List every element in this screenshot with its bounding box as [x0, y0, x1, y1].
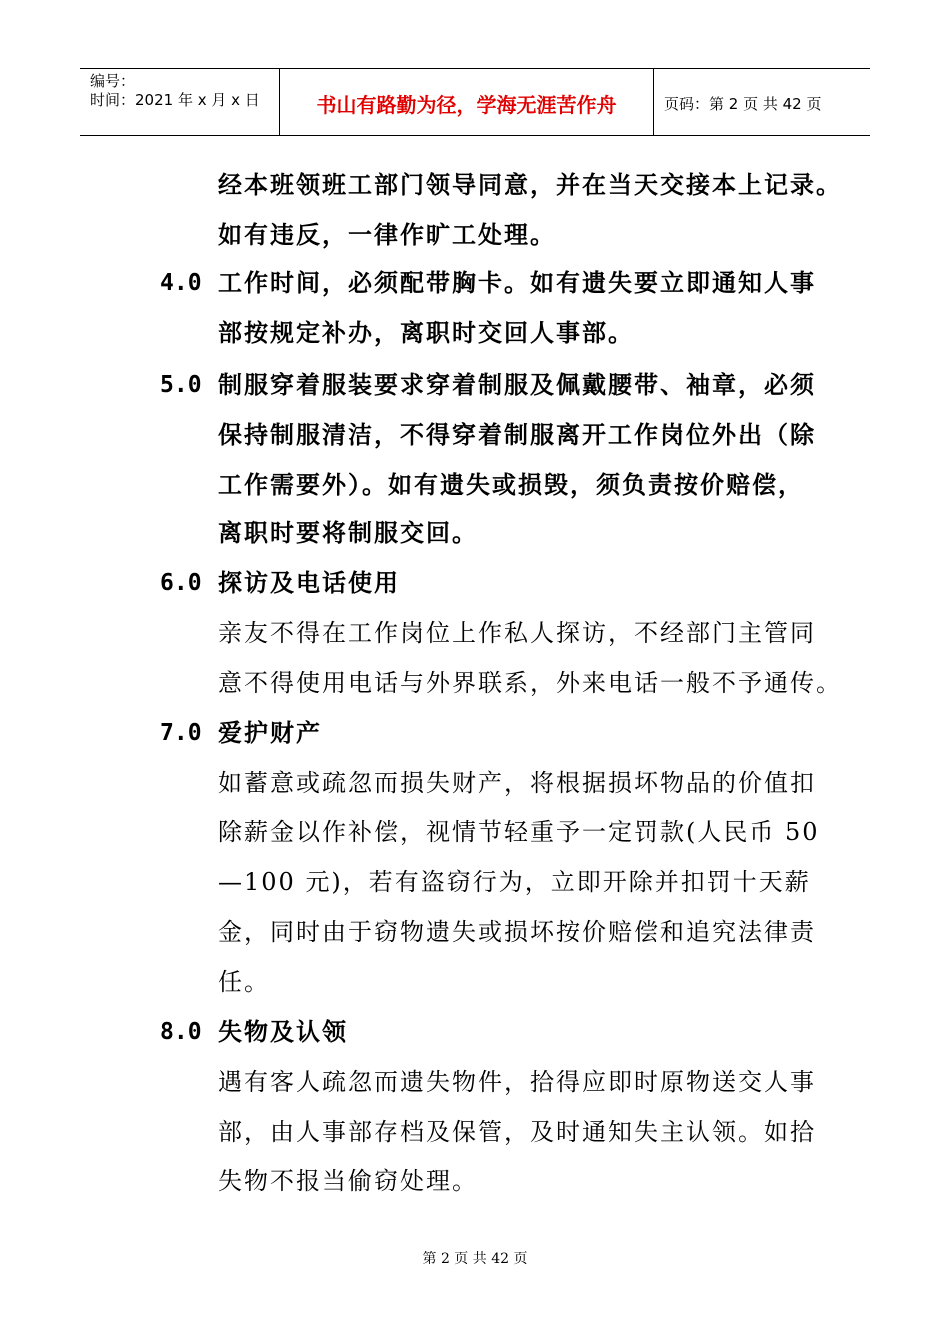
page-footer: 第 2 页 共 42 页: [422, 1251, 528, 1267]
paragraph-line: 如蓄意或疏忽而损失财产，将根据损坏物品的价值扣: [218, 769, 816, 797]
paragraph-line: 制服穿着服装要求穿着制服及佩戴腰带、袖章，必须: [218, 370, 816, 399]
document-date: 时间：2021 年 x 月 x 日: [90, 91, 260, 109]
paragraph-line: 工作时间，必须配带胸卡。如有遗失要立即通知人事: [218, 268, 816, 297]
section-title: 爱护财产: [218, 718, 322, 747]
header-page-cell: [654, 69, 870, 135]
section-title: 探访及电话使用: [218, 568, 400, 597]
paragraph-line: 除薪金以作补偿，视情节轻重予一定罚款(人民币 50: [218, 818, 820, 846]
section-number: 6.0: [160, 570, 202, 596]
section-number: 7.0: [160, 720, 202, 746]
paragraph-line: —100 元)，若有盗窃行为，立即开除并扣罚十天薪: [218, 868, 811, 896]
section-number: 4.0: [160, 270, 202, 296]
paragraph-line: 如有违反，一律作旷工处理。: [218, 220, 556, 249]
paragraph-line: 经本班领班工部门领导同意，并在当天交接本上记录。: [218, 170, 842, 199]
paragraph-line: 失物不报当偷窃处理。: [218, 1167, 478, 1195]
paragraph-line: 金，同时由于窃物遗失或损坏按价赔偿和追究法律责: [218, 918, 816, 946]
header-motto: 书山有路勤为径，学海无涯苦作舟: [316, 93, 617, 117]
paragraph-line: 工作需要外）。如有遗失或损毁，须负责按价赔偿，: [218, 470, 804, 499]
paragraph-line: 任。: [218, 968, 270, 996]
header-motto-cell: [280, 69, 654, 135]
paragraph-line: 亲友不得在工作岗位上作私人探访，不经部门主管同: [218, 619, 816, 647]
document-header: [80, 68, 870, 136]
paragraph-line: 离职时要将制服交回。: [218, 518, 478, 547]
paragraph-line: 遇有客人疏忽而遗失物件，拾得应即时原物送交人事: [218, 1068, 816, 1096]
document-code-label: 编号：: [90, 72, 136, 90]
paragraph-line: 意不得使用电话与外界联系，外来电话一般不予通传。: [218, 669, 842, 697]
section-number: 5.0: [160, 372, 202, 398]
section-number: 8.0: [160, 1019, 202, 1045]
header-meta-cell: [80, 69, 280, 135]
header-page-info: 页码：第 2 页 共 42 页: [664, 95, 822, 113]
paragraph-line: 保持制服清洁，不得穿着制服离开工作岗位外出（除: [218, 420, 816, 449]
paragraph-line: 部，由人事部存档及保管，及时通知失主认领。如拾: [218, 1118, 816, 1146]
section-title: 失物及认领: [218, 1017, 348, 1046]
paragraph-line: 部按规定补办，离职时交回人事部。: [218, 318, 634, 347]
